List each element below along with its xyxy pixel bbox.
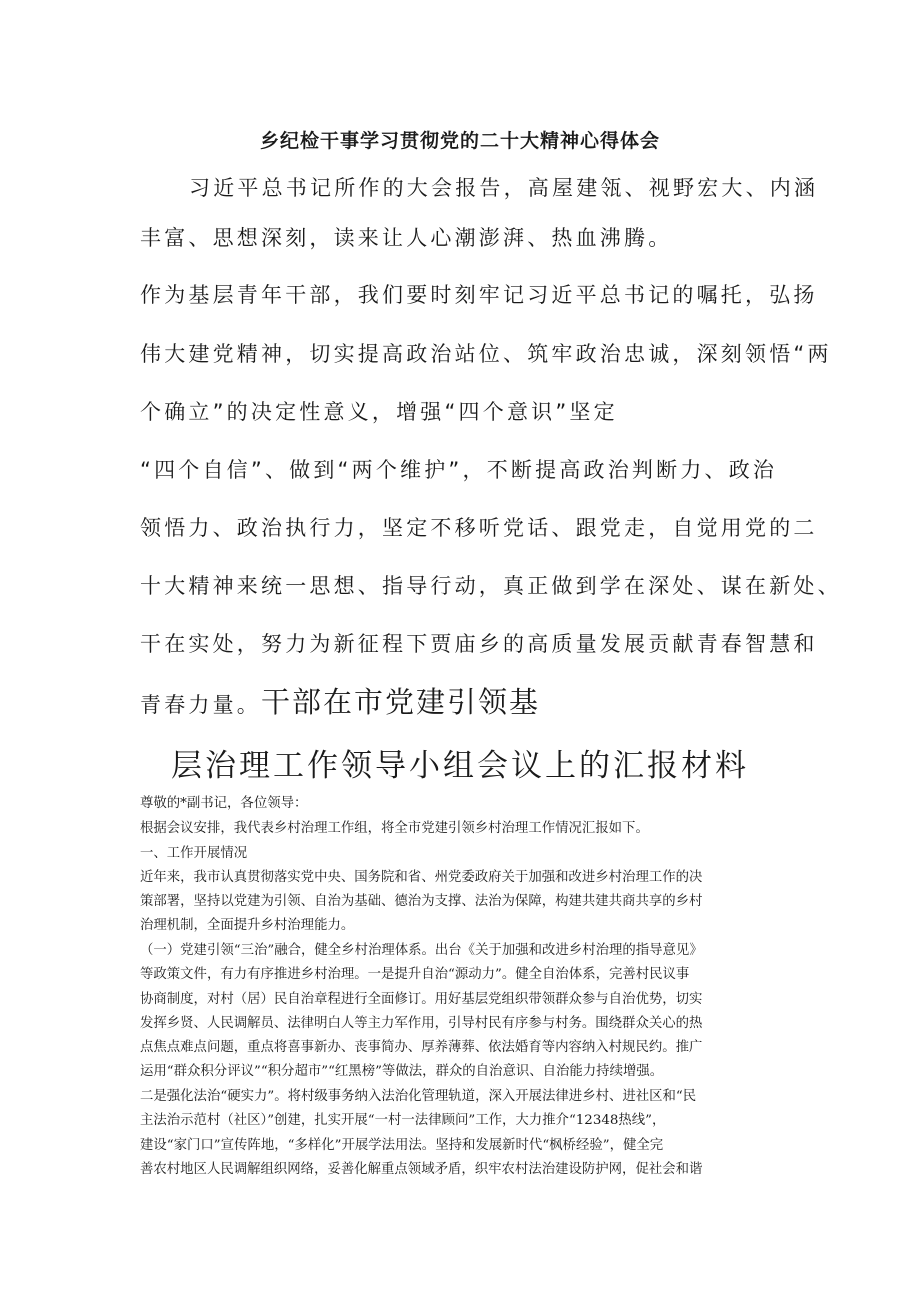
paragraph-line: 习近平总书记所作的大会报告，高屋建瓴、视野宏大、内涵 [189,176,819,200]
paragraph-end: 青春力量。 [140,693,261,717]
report-line: 协商制度，对村（居）民自治章程进行全面修订。用好基层党组织带领群众参与自治优势，切实 [140,992,703,1007]
document-title: 乡纪检干事学习贯彻党的二十大精神心得体会 [259,130,660,152]
paragraph-line: 丰富、思想深刻，读来让人心潮澎湃、热血沸腾。 [140,226,673,250]
report-line: 治理机制，全面提升乡村治理能力。 [140,918,355,933]
paragraph-line: 作为基层青年干部，我们要时刻牢记习近平总书记的嘱托，弘扬 [140,283,818,307]
report-heading-part1: 干部在市党建引领基 [261,685,541,719]
report-line: 二是强化法治“硬实力”。将村级事务纳入法治化管理轨道，深入开展法律进乡村、进社区和“民 [140,1089,697,1104]
report-line: 点焦点难点问题，重点将喜事新办、丧事简办、厚养薄葬、依法婚育等内容纳入村规民约。推广 [140,1040,703,1055]
report-line: 运用“群众积分评议”“积分超市”“红黑榜”等做法，群众的自治意识、自治能力持续增强。 [140,1064,664,1079]
report-line: 主法治示范村（社区）”创建，扎实开展“一村一法律顾问”工作，大力推介“12348热线”， [140,1113,666,1128]
report-line: （一）党建引领“三治”融合，健全乡村治理体系。出台《关于加强和改进乡村治理的指导意见》 [140,943,703,958]
paragraph-line: 个确立”的决定性意义，增强“四个意识”坚定 [140,400,618,424]
report-line: 善农村地区人民调解组织网络，妥善化解重点领域矛盾，织牢农村法治建设防护网，促社会和谐 [140,1162,703,1177]
report-line: 建设“家门口”宣传阵地，“多样化”开展学法用法。坚持和发展新时代“枫桥经验”，健全完 [140,1138,664,1153]
report-line: 发挥乡贤、人民调解员、法律明白人等主力军作用，引导村民有序参与村务。围绕群众关心的热 [140,1016,703,1031]
paragraph-line [140,680,540,721]
report-line: 尊敬的*副书记，各位领导： [140,796,308,811]
report-line: 策部署，坚持以党建为引领、自治为基础、德治为支撑、法治为保障，构建共建共商共享的乡村 [140,894,703,909]
paragraph-line: 领悟力、政治执行力，坚定不移听党话、跟党走，自觉用党的二 [140,516,818,540]
paragraph-line: 干在实处，努力为新征程下贾庙乡的高质量发展贡献青春智慧和 [140,632,818,656]
paragraph-line: 十大精神来统一思想、指导行动，真正做到学在深处、谋在新处、 [140,574,842,598]
section-heading: 一、工作开展情况 [140,846,248,861]
report-line: 近年来，我市认真贯彻落实党中央、国务院和省、州党委政府关于加强和改进乡村治理工作的决 [140,870,703,885]
report-heading-part2: 层治理工作领导小组会议上的汇报材料 [171,748,749,784]
report-line: 根据会议安排，我代表乡村治理工作组，将全市党建引领乡村治理工作情况汇报如下。 [140,821,649,836]
report-line: 等政策文件，有力有序推进乡村治理。一是提升自治“源动力”。健全自治体系，完善村民议事 [140,967,690,982]
paragraph-line: 伟大建党精神，切实提高政治站位、筑牢政治忠诚，深刻领悟“两 [140,342,832,366]
paragraph-line: “四个自信”、做到“两个维护”，不断提高政治判断力、政治 [140,458,778,482]
